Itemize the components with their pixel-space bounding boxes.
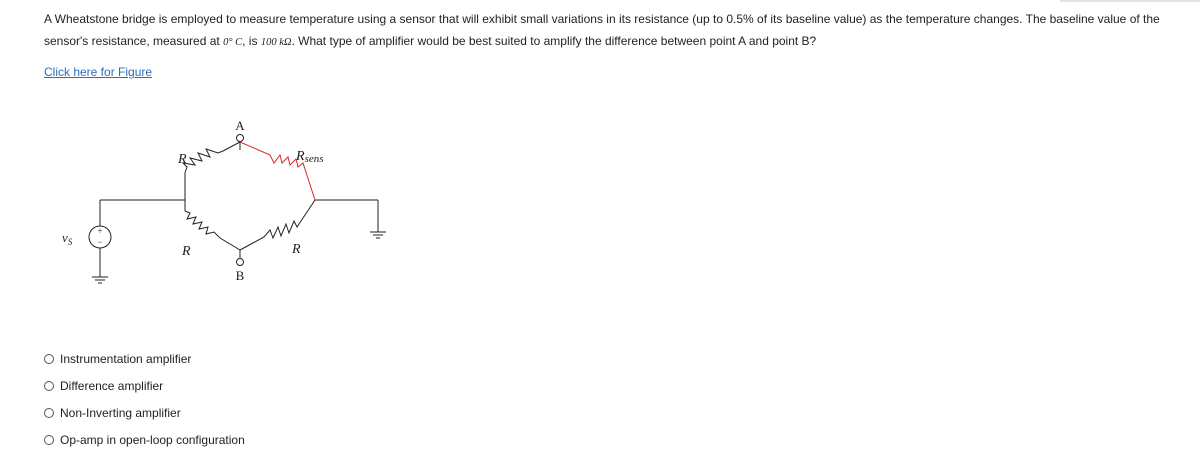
label-r-top: R [178,152,187,167]
source-minus: − [97,237,103,247]
option-label: Instrumentation amplifier [60,351,192,366]
answer-options [44,345,245,453]
label-r-bottom-left: R [182,244,191,259]
vs-label-sub: S [67,237,73,247]
radio-icon[interactable] [44,354,54,364]
wheatstone-bridge-figure [40,105,410,305]
vs-label-main: v [62,230,68,245]
option-label: Difference amplifier [60,378,164,393]
label-rsens-main: R [296,149,305,164]
radio-icon[interactable] [44,381,54,391]
resistor-bottom-right [240,200,315,250]
figure-link[interactable]: Click here for Figure [44,65,153,79]
resistance-math: 100 kΩ [260,37,292,48]
source-plus: + [97,226,103,236]
top-divider-line [1060,0,1200,2]
question-text-before: A Wheatstone bridge is employed to measure temperature using a sensor that will exhibit small variations in its resistance (up to 0.5% of its baseline value) as the temperature changes. The baseline value of the sensor's resistance, measured at [44,12,1160,48]
option-instrumentation-amplifier[interactable] [44,345,245,372]
node-a-terminal [237,135,244,142]
option-difference-amplifier[interactable] [44,372,245,399]
question-text-after: . What type of amplifier would be best suited to amplify the difference between point A and point B? [291,34,817,48]
vs-label [62,230,73,247]
label-rsens [295,149,324,165]
temperature-math: 0° C [223,37,243,48]
resistor-top-left [183,142,240,173]
radio-icon[interactable] [44,408,54,418]
label-a: A [235,118,245,133]
question-text-middle: , is [242,34,258,48]
resistor-bottom-left [185,211,240,250]
node-b-terminal [237,259,244,266]
radio-icon[interactable] [44,435,54,445]
option-label: Op-amp in open-loop configuration [60,432,245,447]
option-label: Non-Inverting amplifier [60,405,181,420]
label-rsens-sub: sens [304,153,324,165]
label-b: B [235,268,245,283]
label-r-bottom-right: R [292,242,301,257]
question-text [44,8,1174,54]
option-non-inverting-amplifier[interactable] [44,399,245,426]
option-open-loop-op-amp[interactable] [44,426,245,453]
